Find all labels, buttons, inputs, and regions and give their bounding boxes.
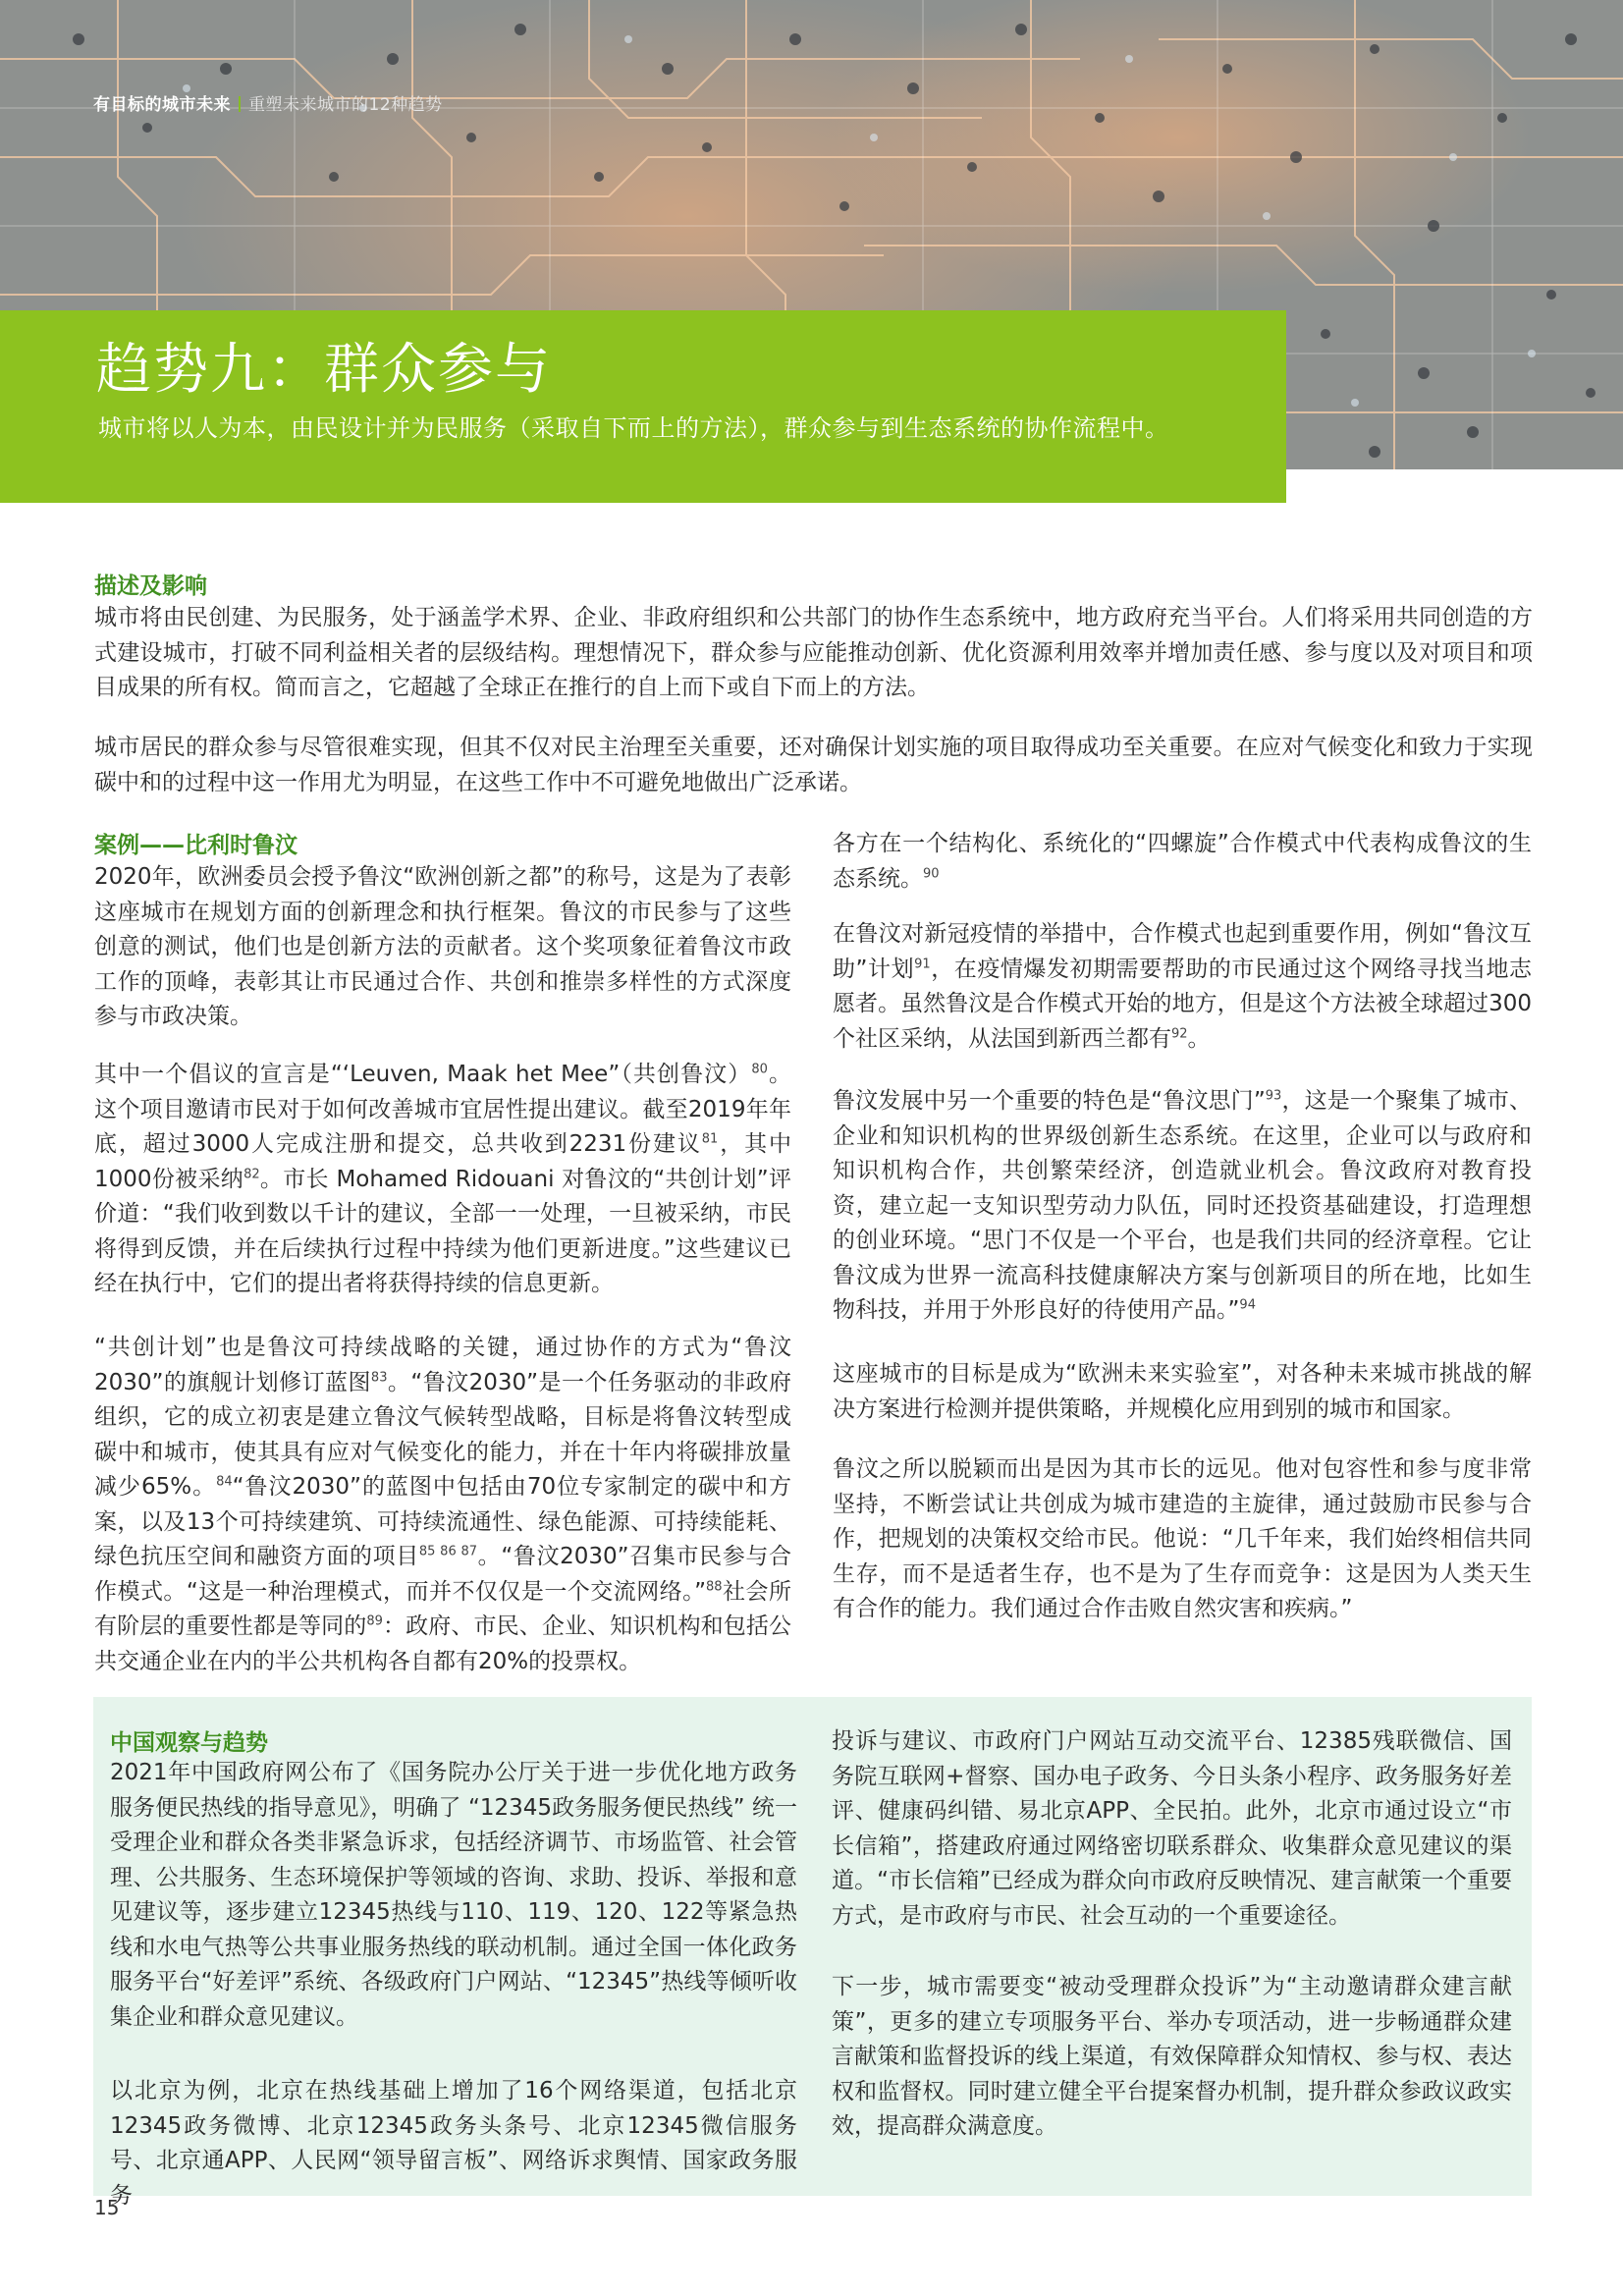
page-subtitle: 城市将以人为本，由民设计并为民服务（采取自下而上的方法），群众参与到生态系统的协作流程中。 [98,414,1169,442]
china-right-paragraph-2: 下一步，城市需要变“被动受理群众投诉”为“主动邀请群众建言献策”，更多的建立专项服务平台、举办专项活动，进一步畅通群众建言献策和监督投诉的线上渠道，有效保障群众知情权、参与权、表达权和监督权。同时建立健全平台提案督办机制，提升群众参政议政实效，提高群众满意度。 [832,1974,1512,2139]
case-left-paragraph-1: 2020年，欧洲委员会授予鲁汶“欧洲创新之都”的称号，这是为了表彰这座城市在规划方面的创新理念和执行框架。鲁汶的市民参与了这些创意的测试，他们也是创新方法的贡献者。这个奖项象征着鲁汶市政工作的顶峰，表彰其让市民通过合作、共创和推崇多样性的方式深度参与市政决策。 [94,864,791,1029]
header-brand: 有目标的城市未来 [93,95,231,115]
running-header [93,90,443,115]
section-heading-case: 案例——比利时鲁汶 [94,833,298,858]
case-right-paragraph-1: 各方在一个结构化、系统化的“四螺旋”合作模式中代表构成鲁汶的生态系统。$^{90}$ [833,831,1532,892]
china-left-paragraph-2: 以北京为例，北京在热线基础上增加了16个网络渠道，包括北京12345政务微博、北京12345政务头条号、北京12345微信服务号、北京通APP、人民网“领导留言板”、网络诉求舆情、国家政务服务 [110,2078,797,2209]
page-title: 趋势九：群众参与 [96,338,552,402]
header-separator [239,96,241,112]
header-subtitle: 重塑未来城市的12种趋势 [248,95,443,115]
china-left-paragraph-1: 2021年中国政府网公布了《国务院办公厅关于进一步优化地方政务服务便民热线的指导意见》，明确了 “12345政务服务便民热线” 统一受理企业和群众各类非紧急诉求，包括经济调节、市场监管、社会管理、公共服务、生态环境保护等领域的咨询、求助、投诉、举报和意见建议等，逐步建立12345热线与110、119、120、122等紧急热线和水电气热等公共事业服务热线的联动机制。通过全国一体化政务服务平台“好差评”系统、各级政府门户网站、“12345”热线等倾听收集企业和群众意见建议。 [110,1760,797,2030]
page-number: 15 [94,2196,120,2219]
case-right-paragraph-3: 鲁汶发展中另一个重要的特色是“鲁汶思门”$^{93}$，这是一个聚集了城市、企业和知识机构的世界级创新生态系统。在这里，企业可以与政府和知识机构合作，共创繁荣经济，创造就业机会。鲁汶政府对教育投资，建立起一支知识型劳动力队伍，同时还投资基础建设，打造理想的创业环境。“思门不仅是一个平台，也是我们共同的经济章程。它让鲁汶成为世界一流高科技健康解决方案与创新项目的所在地，比如生物科技，并用于外形良好的待使用产品。”$^{94}$ [833,1088,1533,1323]
case-left-paragraph-3: “共创计划”也是鲁汶可持续战略的关键，通过协作的方式为“鲁汶2030”的旗舰计划修订蓝图$^{83}$。“鲁汶2030”是一个任务驱动的非政府组织，它的成立初衷是建立鲁汶气候转型战略，目标是将鲁汶转型成碳中和城市，使其具有应对气候变化的能力，并在十年内将碳排放量减少65%。$^{84}$“鲁汶2030”的蓝图中包括由70位专家制定的碳中和方案，以及13个可持续建筑、可持续流通性、绿色能源、可持续能耗、绿色抗压空间和融资方面的项目$^{85 86 87}$。“鲁汶2030”召集市民参与合作模式。“这是一种治理模式，而并不仅仅是一个交流网络。”$^{88}$社会所有阶层的重要性都是等同的$^{89}$：政府、市民、企业、知识机构和包括公共交通企业在内的半公共机构各自都有20%的投票权。 [94,1335,792,1674]
intro-paragraph-2: 城市居民的群众参与尽管很难实现，但其不仅对民主治理至关重要，还对确保计划实施的项目取得成功至关重要。在应对气候变化和致力于实现碳中和的过程中这一作用尤为明显，在这些工作中不可避免地做出广泛承诺。 [94,735,1533,795]
china-right-paragraph-1: 投诉与建议、市政府门户网站互动交流平台、12385残联微信、国务院互联网+督察、国办电子政务、今日头条小程序、政务服务好差评、健康码纠错、易北京APP、全民拍。此外，北京市通过设立“市长信箱”，搭建政府通过网络密切联系群众、收集群众意见建议的渠道。“市长信箱”已经成为群众向市政府反映情况、建言献策一个重要方式，是市政府与市民、社会互动的一个重要途径。 [832,1728,1512,1929]
case-left-paragraph-2: 其中一个倡议的宣言是“‘Leuven, Maak het Mee”（共创鲁汶）$^{80}$。这个项目邀请市民对于如何改善城市宜居性提出建议。截至2019年年底，超过3000人完成注册和提交，总共收到2231份建议$^{81}$，其中1000份被采纳$^{82}$。市长 Mohamed Ridouani 对鲁汶的“共创计划”评价道：“我们收到数以千计的建议，全部一一处理，一旦被采纳，市民将得到反馈，并在后续执行过程中持续为他们更新进度。”这些建议已经在执行中，它们的提出者将获得持续的信息更新。 [94,1062,792,1296]
case-right-paragraph-4: 这座城市的目标是成为“欧洲未来实验室”，对各种未来城市挑战的解决方案进行检测并提供策略，并规模化应用到别的城市和国家。 [833,1361,1532,1422]
intro-paragraph-1: 城市将由民创建、为民服务，处于涵盖学术界、企业、非政府组织和公共部门的协作生态系统中，地方政府充当平台。人们将采用共同创造的方式建设城市，打破不同利益相关者的层级结构。理想情况下，群众参与应能推动创新、优化资源利用效率并增加责任感、参与度以及对项目和项目成果的所有权。简而言之，它超越了全球正在推行的自上而下或自下而上的方法。 [94,605,1533,700]
section-heading-description: 描述及影响 [94,574,207,599]
case-right-paragraph-2: 在鲁汶对新冠疫情的举措中，合作模式也起到重要作用，例如“鲁汶互助”计划$^{91}$，在疫情爆发初期需要帮助的市民通过这个网络寻找当地志愿者。虽然鲁汶是合作模式开始的地方，但是这个方法被全球超过300个社区采纳，从法国到新西兰都有$^{92}$。 [833,921,1532,1052]
case-right-paragraph-5: 鲁汶之所以脱颖而出是因为其市长的远见。他对包容性和参与度非常坚持，不断尝试让共创成为城市建造的主旋律，通过鼓励市民参与合作，把规划的决策权交给市民。他说：“几千年来，我们始终相信共同生存，而不是适者生存，也不是为了生存而竞争：这是因为人类天生有合作的能力。我们通过合作击败自然灾害和疾病。” [833,1456,1532,1621]
section-heading-china: 中国观察与趋势 [110,1730,268,1756]
title-banner [0,310,1286,503]
